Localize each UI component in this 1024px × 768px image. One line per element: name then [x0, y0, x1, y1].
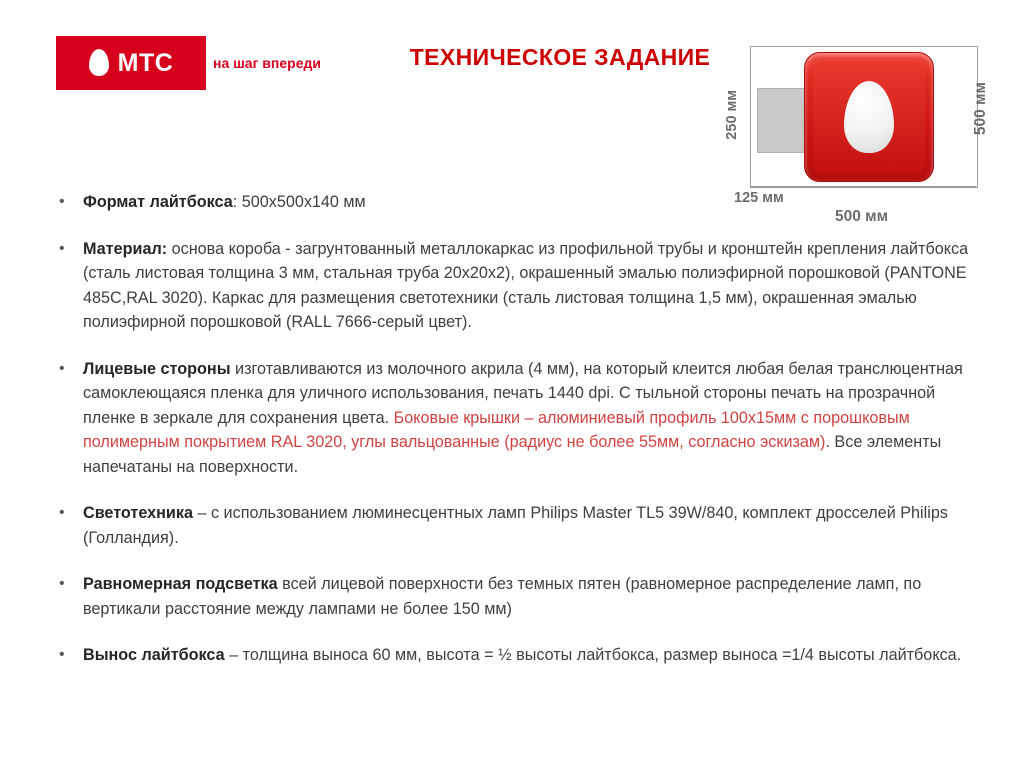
list-item-label: Лицевые стороны	[83, 359, 231, 378]
logo-slogan: на шаг впереди	[206, 36, 328, 90]
bullet-marker: •	[59, 359, 65, 377]
dimension-tick	[750, 186, 976, 187]
list-item-label: Светотехника	[83, 504, 193, 522]
list-item-text	[83, 572, 976, 621]
dimension-label-height-right: 500 мм	[972, 82, 989, 136]
list-item-body: всей лицевой поверхности без темных пятен (равномерное распределение ламп, по вертикали расстояние между лампами не более 150 мм)	[83, 575, 922, 618]
list-item-text	[83, 357, 976, 480]
list-item-text	[83, 190, 976, 215]
bullet-marker: •	[59, 504, 65, 521]
page-title: ТЕХНИЧЕСКОЕ ЗАДАНИЕ	[409, 44, 711, 70]
egg-icon	[89, 49, 109, 76]
mts-logo	[56, 36, 328, 90]
list-item	[56, 357, 976, 480]
logo-wordmark: МТС	[117, 48, 174, 77]
list-item-body: изготавливаются из молочного акрила (4 мм), на который клеится любая белая транслюцентная самоклеющаяся пленка для уличного использования, печать 1440 dpi. С тыльной стороны печать на прозрачной пленке в зеркале для сохранения цвета.	[83, 359, 963, 427]
bullet-marker: •	[59, 575, 65, 592]
list-item	[56, 643, 976, 668]
dimension-label-depth: 125 мм	[734, 190, 784, 206]
dimension-label-width: 500 мм	[835, 208, 889, 225]
list-item-body: – толщина выноса 60 мм, высота = ½ высоты лайтбокса, размер выноса =1/4 высоты лайтбокса.	[224, 646, 962, 664]
list-item-label: Вынос лайтбокса	[83, 646, 225, 664]
spec-list	[56, 190, 976, 690]
bullet-marker: •	[59, 239, 65, 257]
list-item-text	[83, 237, 976, 335]
bullet-marker: •	[59, 193, 65, 210]
list-item-highlight: Боковые крышки – алюминиевый профиль 100х15мм с порошковым полимерным покрытием RAL 3020, углы вальцованные (радиус не более 55мм, согласно эскизам)	[83, 408, 910, 451]
list-item-label: Материал:	[83, 239, 168, 258]
list-item-tail: . Все элементы напечатаны на поверхности.	[83, 433, 942, 476]
list-item	[56, 572, 976, 621]
dimension-label-height-left: 250 мм	[724, 90, 740, 140]
list-item-body: – с использованием люминесцентных ламп Philips Master TL5 39W/840, комплект дросселей Philips (Голландия).	[83, 504, 948, 547]
list-item-body: основа короба - загрунтованный металлокаркас из профильной трубы и кронштейн крепления лайтбокса (сталь листовая толщина 3 мм, стальная труба 20х20х2), окрашенный эмалью полиэфирной порошковой (PANTONE 485C,RAL 3020). Каркас для размещения светотехники (сталь листовая толщина 1,5 мм), окрашенная эмалью полиэфирной порошковой (RALL 7666-серый цвет).	[83, 239, 969, 331]
list-item-text	[83, 501, 976, 550]
dimension-tick	[750, 88, 751, 151]
lightbox-face	[813, 61, 925, 173]
lightbox-dimensions-diagram	[716, 38, 1000, 225]
lightbox-shape	[804, 52, 934, 182]
egg-icon	[844, 81, 894, 153]
logo-badge	[56, 36, 206, 90]
list-item-body: : 500х500х140 мм	[232, 193, 366, 211]
list-item-text	[83, 643, 976, 668]
list-item-label: Равномерная подсветка	[83, 575, 278, 593]
list-item-label: Формат лайтбокса	[83, 193, 233, 211]
list-item	[56, 190, 976, 215]
bullet-marker: •	[59, 646, 65, 663]
list-item	[56, 501, 976, 550]
list-item	[56, 237, 976, 335]
